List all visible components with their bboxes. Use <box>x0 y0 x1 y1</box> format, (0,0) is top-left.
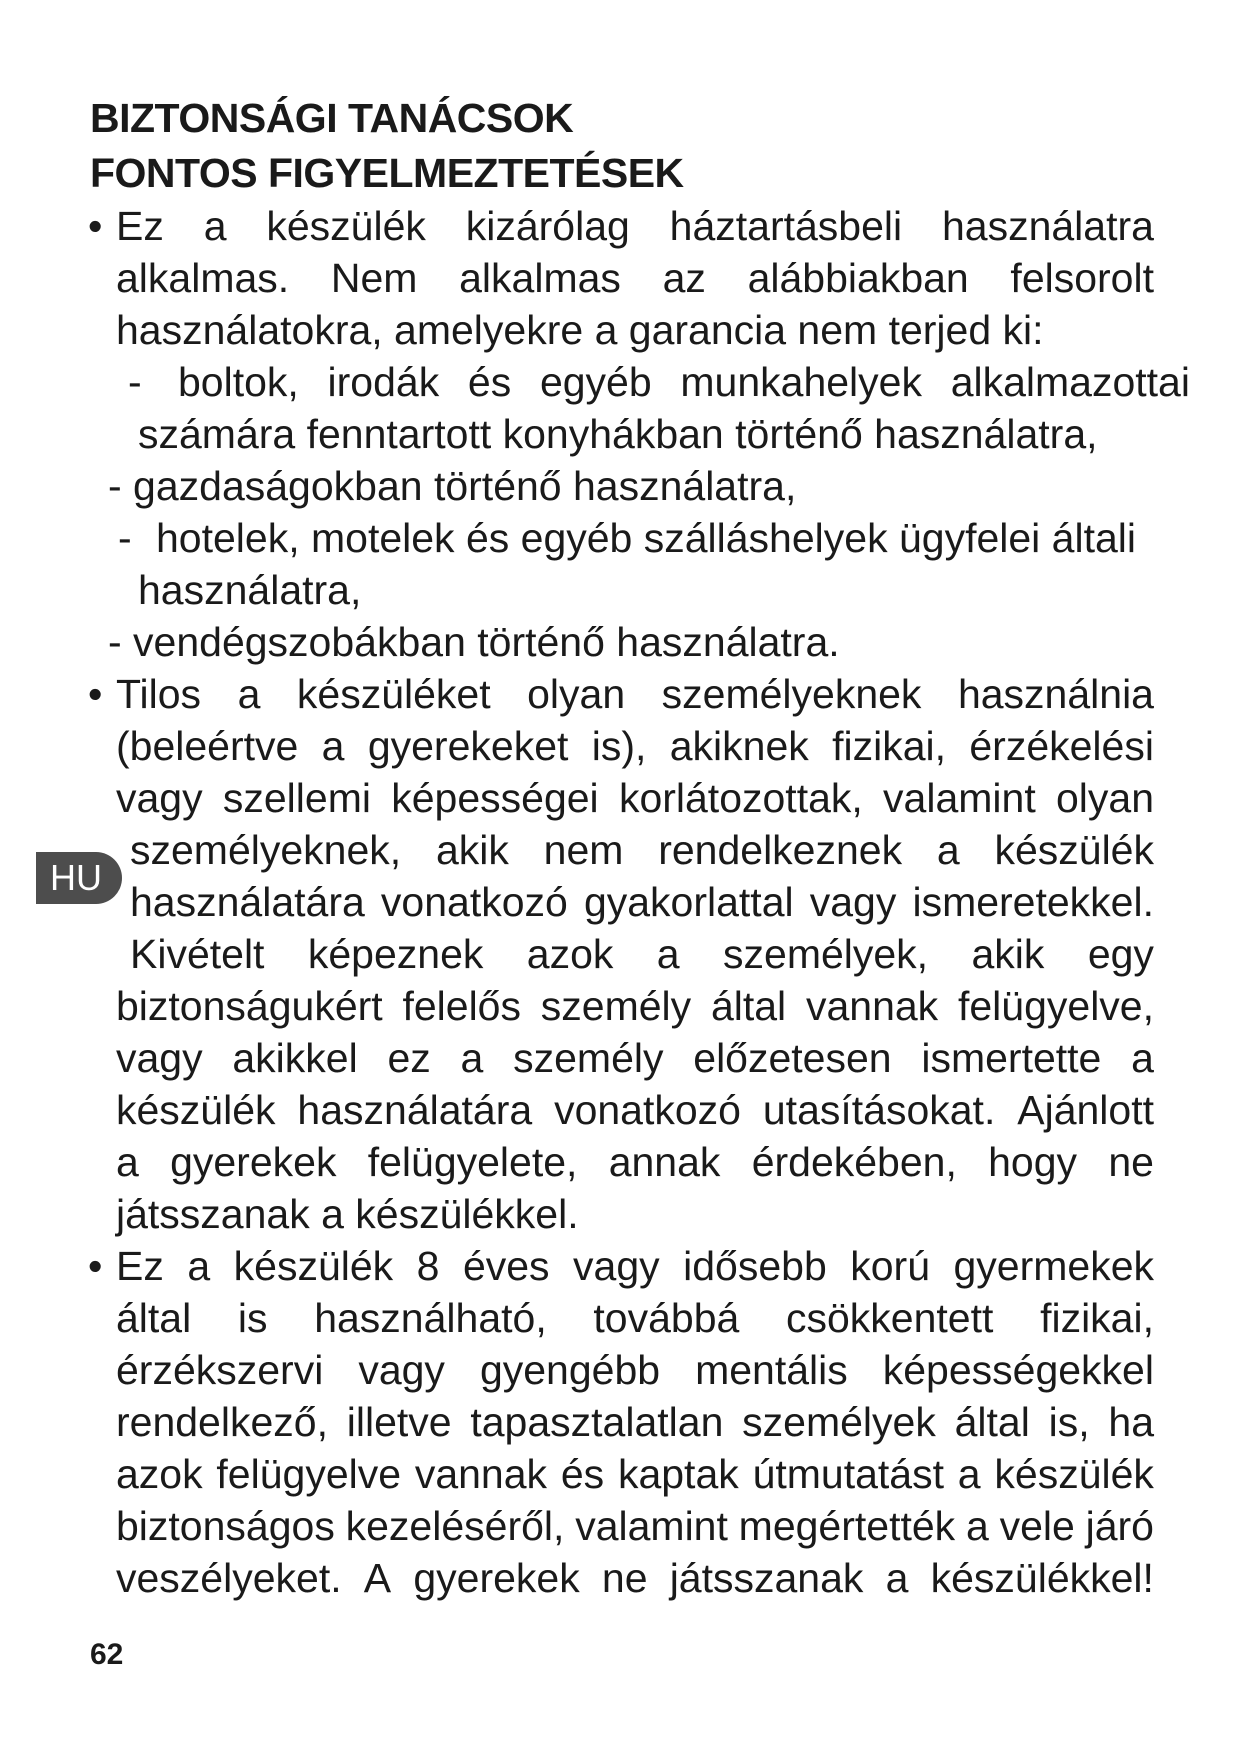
text-line <box>116 668 1154 720</box>
list-item <box>0 356 1241 408</box>
word: gyakorlattal <box>583 879 794 925</box>
word: azok <box>116 1451 203 1497</box>
word: egyéb <box>539 359 652 405</box>
text-line <box>116 252 1154 304</box>
word: járó <box>1085 1503 1154 1549</box>
text-line: játsszanak a készülékkel. <box>116 1191 579 1237</box>
text-line <box>116 1552 1154 1604</box>
list-item <box>0 1240 1241 1292</box>
word: is <box>237 1295 268 1341</box>
text-line <box>116 980 1154 1032</box>
word: mentális <box>695 1347 848 1393</box>
word: háztartásbeli <box>669 203 903 249</box>
word: személyek, <box>723 931 929 977</box>
list-item <box>0 512 1241 564</box>
word: vannak <box>414 1451 548 1497</box>
word: 8 <box>416 1243 440 1289</box>
text-line <box>116 1032 1154 1084</box>
word: Tilos <box>116 671 202 717</box>
word: játsszanak <box>669 1555 864 1601</box>
word: vonatkozó <box>554 1087 741 1133</box>
word: gyermekek <box>953 1243 1154 1289</box>
word: biztonságukért <box>116 983 383 1029</box>
word: a <box>187 1243 211 1289</box>
word: a <box>321 723 345 769</box>
list-item <box>0 616 1241 668</box>
text-line <box>116 772 1154 824</box>
text-line <box>130 824 1154 876</box>
word: vagy <box>809 879 897 925</box>
dash: - <box>128 359 142 405</box>
dash: - <box>118 515 132 561</box>
word: biztonságos <box>116 1503 335 1549</box>
word: Ez <box>116 203 164 249</box>
word: ha <box>1108 1399 1154 1445</box>
text-line: - vendégszobákban történő használatra. <box>108 619 840 665</box>
word: valamint <box>883 775 1036 821</box>
text-line <box>116 1292 1154 1344</box>
word: kezeléséről, <box>345 1503 565 1549</box>
word: alkalmas <box>459 255 621 301</box>
word: tapasztalatlan <box>470 1399 724 1445</box>
word: rendelkező, <box>116 1399 328 1445</box>
word: a <box>885 1555 909 1601</box>
text-line <box>116 1344 1154 1396</box>
word: vannak <box>805 983 939 1029</box>
text-line <box>116 200 1154 252</box>
text-line <box>116 1084 1154 1136</box>
word: akikkel <box>232 1035 358 1081</box>
word: éves <box>462 1243 550 1289</box>
word: egy <box>1087 931 1154 977</box>
word: illetve <box>346 1399 452 1445</box>
word: Ez <box>116 1243 164 1289</box>
list-item <box>0 200 1241 252</box>
word: által <box>954 1399 1030 1445</box>
word: munkahelyek <box>680 359 922 405</box>
word: előzetesen <box>693 1035 892 1081</box>
word: a <box>203 203 227 249</box>
word: akik <box>435 827 509 873</box>
word: vagy <box>358 1347 445 1393</box>
word: és <box>467 359 512 405</box>
word: fizikai, <box>1040 1295 1154 1341</box>
word: alkalmazottai <box>950 359 1190 405</box>
word: használatra <box>941 203 1154 249</box>
word: használatára <box>297 1087 533 1133</box>
word: útmutatást <box>752 1451 944 1497</box>
word: A <box>363 1555 392 1601</box>
text-line <box>178 356 1190 408</box>
word: érzékszervi <box>116 1347 324 1393</box>
bullet: • <box>88 1243 103 1289</box>
word: Nem <box>330 255 418 301</box>
word: olyan <box>1055 775 1154 821</box>
word: készülék <box>994 1451 1154 1497</box>
word: a <box>656 931 680 977</box>
word: is, <box>1048 1399 1090 1445</box>
word: érzékelési <box>969 723 1154 769</box>
word: továbbá <box>593 1295 740 1341</box>
word: megértették <box>738 1503 956 1549</box>
word: személyeknek <box>661 671 922 717</box>
word: által <box>116 1295 192 1341</box>
word: kizárólag <box>465 203 630 249</box>
word: a <box>116 1139 139 1185</box>
word: vagy <box>116 1035 203 1081</box>
word: személy <box>513 1035 664 1081</box>
word: az <box>662 255 706 301</box>
word: felügyelve <box>216 1451 402 1497</box>
word: személy <box>540 983 692 1029</box>
text-line <box>116 1396 1154 1448</box>
word: alkalmas. <box>116 255 290 301</box>
word: a <box>237 671 261 717</box>
text-line <box>116 1240 1154 1292</box>
text-line <box>116 1448 1154 1500</box>
word: a <box>1131 1035 1154 1081</box>
word: alábbiakban <box>747 255 969 301</box>
word: gyengébb <box>479 1347 661 1393</box>
word: felelős <box>402 983 521 1029</box>
text-line: számára fenntartott konyhákban történő használatra, <box>138 411 1098 457</box>
word: gyerekek <box>170 1139 337 1185</box>
word: akik <box>971 931 1045 977</box>
word: akiknek <box>669 723 809 769</box>
word: készülékkel! <box>930 1555 1154 1601</box>
word: képeznek <box>307 931 484 977</box>
word: azok <box>526 931 614 977</box>
language-tab-hu: HU <box>36 852 122 904</box>
word: felügyelve, <box>957 983 1154 1029</box>
list-item <box>0 460 1241 512</box>
word: vonatkozó <box>380 879 568 925</box>
text-line <box>130 876 1154 928</box>
text-line <box>130 928 1154 980</box>
text-line: használatra, <box>138 567 362 613</box>
word: felügyelete, <box>367 1139 578 1185</box>
word: személyeknek, <box>130 827 402 873</box>
word: felsorolt <box>1010 255 1154 301</box>
word: készülék <box>116 1087 276 1133</box>
word: ez <box>387 1035 431 1081</box>
word: idősebb <box>683 1243 827 1289</box>
page-number: 62 <box>90 1638 124 1671</box>
word: korlátozottak, <box>618 775 863 821</box>
word: utasításokat. <box>762 1087 996 1133</box>
word: fizikai, <box>832 723 947 769</box>
word: rendelkeznek <box>658 827 903 873</box>
heading-important-warnings: FONTOS FIGYELMEZTETÉSEK <box>90 150 684 196</box>
word: olyan <box>527 671 626 717</box>
word: képességekkel <box>882 1347 1154 1393</box>
list-item <box>0 668 1241 720</box>
word: vagy <box>573 1243 660 1289</box>
word: a <box>965 1503 989 1549</box>
word: érdekében, <box>751 1139 957 1185</box>
word: ne <box>1108 1139 1154 1185</box>
word: használható, <box>314 1295 547 1341</box>
text-line: - gazdaságokban történő használatra, <box>108 463 797 509</box>
word: szellemi <box>222 775 371 821</box>
word: Ajánlott <box>1017 1087 1154 1133</box>
word: is), <box>591 723 647 769</box>
word: által <box>710 983 787 1029</box>
word: a <box>460 1035 484 1081</box>
word: nem <box>543 827 624 873</box>
text-line <box>116 720 1154 772</box>
word: személyek <box>742 1399 936 1445</box>
word: Kivételt <box>130 931 265 977</box>
word: készülék <box>266 203 426 249</box>
word: készülék <box>233 1243 394 1289</box>
word: vele <box>999 1503 1075 1549</box>
word: boltok, <box>178 359 299 405</box>
word: használnia <box>957 671 1154 717</box>
word: csökkentett <box>786 1295 994 1341</box>
word: irodák <box>327 359 440 405</box>
word: korú <box>850 1243 930 1289</box>
word: ne <box>601 1555 648 1601</box>
heading-safety-tips: BIZTONSÁGI TANÁCSOK <box>90 95 574 141</box>
word: valamint <box>575 1503 728 1549</box>
word: vagy <box>116 775 203 821</box>
word: a <box>957 1451 981 1497</box>
word: kaptak <box>617 1451 739 1497</box>
word: gyerekeket <box>367 723 569 769</box>
word: veszélyeket. <box>116 1555 342 1601</box>
word: használatára <box>130 879 365 925</box>
word: ismertette <box>921 1035 1102 1081</box>
text-line <box>116 1136 1154 1188</box>
word: a <box>936 827 960 873</box>
word: annak <box>608 1139 721 1185</box>
word: (beleértve <box>116 723 299 769</box>
word: és <box>560 1451 605 1497</box>
word: ismeretekkel. <box>912 879 1154 925</box>
word: hogy <box>988 1139 1078 1185</box>
bullet: • <box>88 671 103 717</box>
word: készülék <box>994 827 1154 873</box>
bullet: • <box>88 203 103 249</box>
word: képességei <box>391 775 599 821</box>
text-line <box>116 1500 1154 1552</box>
text-line: használatokra, amelyekre a garancia nem terjed ki: <box>116 307 1044 353</box>
word: készüléket <box>296 671 491 717</box>
word: gyerekek <box>413 1555 580 1601</box>
text-line: hotelek, motelek és egyéb szálláshelyek ügyfelei általi <box>156 515 1136 561</box>
